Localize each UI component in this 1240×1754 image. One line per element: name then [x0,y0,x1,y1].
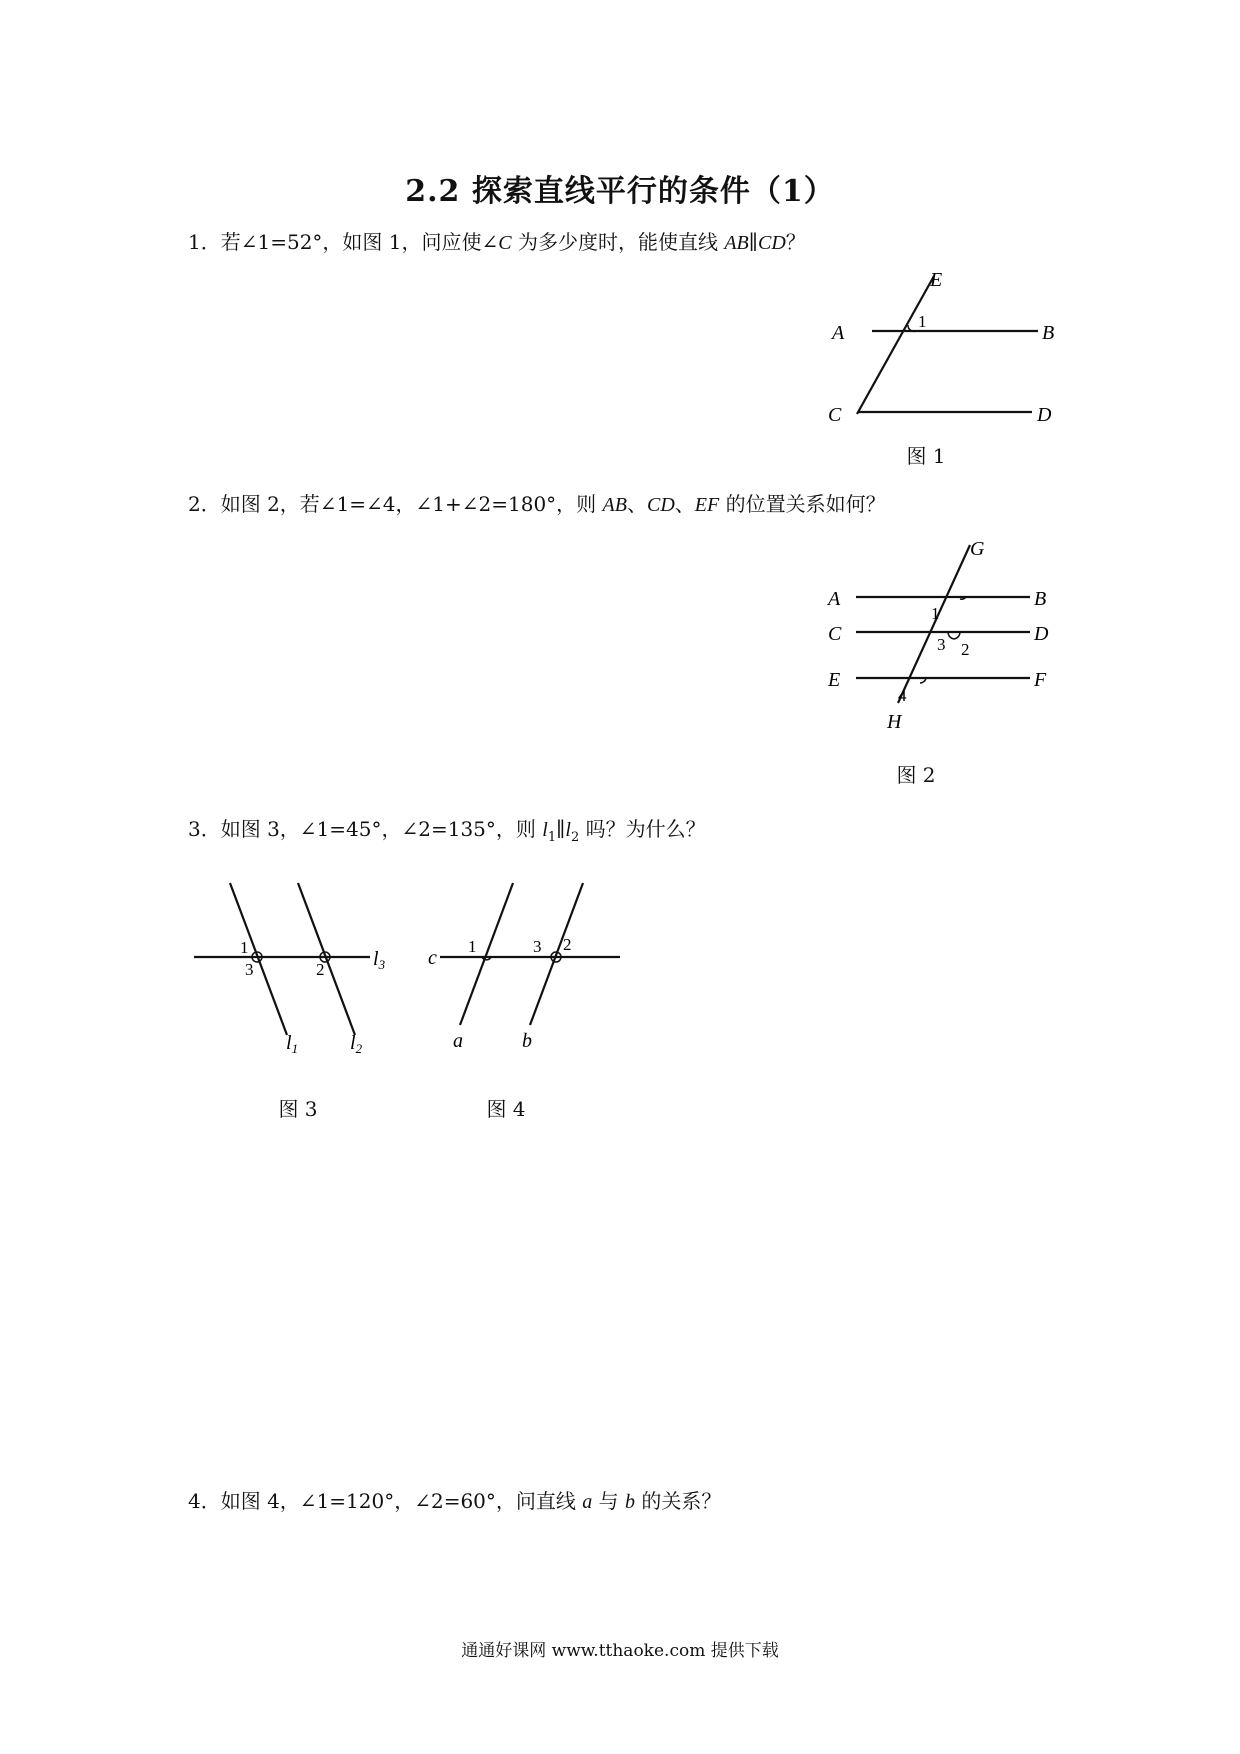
label-e: E [828,669,841,691]
label-angle-2: 2 [563,935,572,954]
q1-text-3: ？ [785,230,806,254]
q4-text-2: 的关系？ [635,1489,722,1513]
q3-var-l2: l [565,819,571,841]
line-l2 [298,883,355,1035]
line-gh [898,545,970,703]
footer-credit: 通通好课网 www.tthaoke.com 提供下载 [461,1641,779,1661]
q2-text-2: 的位置关系如何？ [719,492,886,516]
label-a: A [832,322,845,344]
q3-sub-1: 1 [547,830,557,845]
q1-text-2: 为多少度时，能使直线 [511,230,725,254]
figure-2-caption: 图 2 [896,763,936,787]
question-2 [188,490,886,519]
q2-var-ef: EF [694,494,720,516]
q2-sep-2: 、 [674,492,695,516]
q3-text: 3．如图 3，∠1=45°，∠2=135°，则 [188,817,543,841]
label-a: a [453,1030,463,1052]
label-angle-3: 3 [937,635,946,654]
label-b: B [1034,588,1047,610]
label-b: B [1042,322,1055,344]
label-angle-1: 1 [931,604,940,623]
q4-var-b: b [625,1491,635,1513]
q2-var-cd: CD [646,494,675,516]
q1-var-c: C [498,232,512,254]
label-c: C [828,623,842,645]
question-4 [188,1487,721,1516]
label-l2: $l_2$ [350,1032,363,1056]
q4-sep: 与 [592,1489,625,1513]
label-c: c [428,947,437,969]
label-c: C [828,404,842,426]
label-angle-2: 2 [961,640,970,659]
q3-text-2: 吗？为什么？ [579,817,706,841]
q2-var-ab: AB [602,494,627,516]
label-d: D [1037,404,1052,426]
line-l1 [230,883,287,1035]
q3-sub-2: 2 [570,830,580,845]
label-f: F [1034,669,1047,691]
figure-4 [420,875,640,1075]
q2-sep-1: 、 [626,492,647,516]
q1-var-ab-cd: AB∥CD [724,232,786,254]
figure-1-caption: 图 1 [906,444,946,468]
figure-3-caption: 图 3 [278,1097,318,1121]
line-ce [857,276,934,414]
figure-4-caption: 图 4 [486,1097,526,1121]
figure-3 [190,875,410,1075]
q3-var-l1: l [542,819,548,841]
label-e: E [930,270,943,291]
label-l3: $l_3$ [373,948,386,972]
label-angle-3: 3 [245,960,254,979]
q3-parallel: ∥ [556,817,566,841]
label-angle-1: 1 [468,937,477,956]
label-angle-2: 2 [316,960,325,979]
q4-var-a: a [582,1491,593,1513]
q1-text: 1．若∠1=52°，如图 1，问应使∠ [188,230,499,254]
label-angle-4: 4 [898,686,907,705]
label-angle-1: 1 [918,312,927,331]
label-h: H [887,711,902,733]
label-d: D [1034,623,1049,645]
label-b: b [522,1030,532,1052]
label-g: G [970,538,985,560]
page-title: 2.2 探索直线平行的条件（1） [405,174,835,209]
question-3 [188,815,706,852]
label-a: A [828,588,841,610]
q4-text: 4．如图 4，∠1=120°，∠2=60°，问直线 [188,1489,583,1513]
label-l1: $l_1$ [286,1032,299,1056]
q2-text: 2．如图 2，若∠1=∠4，∠1+∠2=180°，则 [188,492,603,516]
label-angle-3: 3 [533,937,542,956]
question-1 [188,228,806,257]
figure-2 [820,535,1080,735]
label-angle-1: 1 [240,938,249,957]
